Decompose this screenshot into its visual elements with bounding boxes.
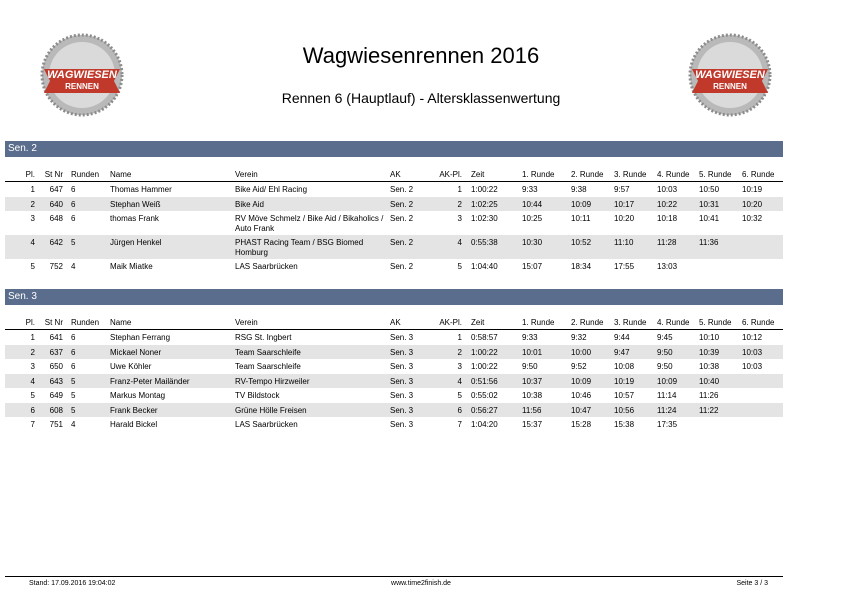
cell-r2: 9:38 — [571, 185, 587, 194]
cell-r1: 10:37 — [522, 376, 543, 386]
cell-ak: Sen. 3 — [390, 391, 414, 400]
cell-verein: PHAST Racing Team / BSG Biomed Homburg — [235, 238, 364, 257]
cell-r4: 9:50 — [657, 362, 673, 371]
svg-text:RENNEN: RENNEN — [713, 82, 747, 91]
table-row — [5, 374, 783, 389]
cell-r3: 10:57 — [614, 391, 635, 400]
svg-text:WAGWIESEN: WAGWIESEN — [47, 69, 117, 81]
cell-r5: 10:31 — [699, 199, 720, 209]
cell-akpl: 3 — [457, 214, 462, 223]
cell-r2: 10:47 — [571, 405, 592, 415]
cell-r1: 10:25 — [522, 214, 543, 223]
cell-ak: Sen. 3 — [390, 362, 414, 371]
page-title: Wagwiesenrennen 2016 — [302, 43, 540, 68]
cell-name: Jürgen Henkel — [110, 238, 162, 247]
cell-pl: 5 — [30, 391, 35, 400]
cell-zeit: 1:02:25 — [471, 199, 498, 209]
cell-r4: 13:03 — [657, 262, 678, 271]
cell-ak: Sen. 2 — [390, 238, 414, 247]
cell-r1: 11:56 — [522, 405, 542, 415]
cell-zeit: 0:56:27 — [471, 405, 498, 415]
cell-r1: 9:33 — [522, 185, 538, 194]
column-header-r1: 1. Runde — [522, 170, 555, 179]
cell-r2: 18:34 — [571, 262, 592, 271]
cell-r6: 10:32 — [742, 214, 763, 223]
column-header-r5: 5. Runde — [699, 318, 732, 327]
cell-pl: 1 — [30, 185, 35, 194]
cell-pl: 3 — [30, 214, 35, 223]
cell-zeit: 0:51:56 — [471, 376, 498, 386]
table-row — [5, 182, 783, 197]
cell-runden: 5 — [71, 238, 76, 247]
column-header-verein: Verein — [235, 170, 258, 179]
column-header-name: Name — [110, 170, 132, 179]
column-header-ak: AK — [390, 170, 401, 179]
cell-r1: 10:01 — [522, 347, 543, 357]
cell-name: Markus Montag — [110, 391, 166, 400]
column-header-r4: 4. Runde — [657, 170, 690, 179]
cell-r4: 17:35 — [657, 420, 678, 429]
cell-r1: 10:38 — [522, 391, 543, 400]
cell-akpl: 2 — [457, 199, 462, 209]
cell-verein: Team Saarschleife — [235, 347, 301, 357]
table-row — [5, 330, 783, 345]
column-header-verein: Verein — [235, 318, 258, 327]
cell-r4: 10:09 — [657, 376, 678, 386]
column-header-r3: 3. Runde — [614, 318, 647, 327]
cell-zeit: 0:55:38 — [471, 238, 498, 247]
cell-stnr: 751 — [49, 420, 63, 429]
cell-pl: 6 — [30, 405, 35, 415]
cell-r5: 10:39 — [699, 347, 720, 357]
table-header — [5, 167, 783, 182]
cell-stnr: 608 — [49, 405, 63, 415]
cell-r3: 15:38 — [614, 420, 635, 429]
table-row — [5, 211, 783, 235]
cell-ak: Sen. 2 — [390, 199, 414, 209]
results-section-sen2 — [5, 141, 783, 274]
cell-runden: 6 — [71, 185, 76, 194]
cell-r1: 15:37 — [522, 420, 543, 429]
column-header-zeit: Zeit — [471, 170, 485, 179]
cell-name: Harald Bickel — [110, 420, 158, 429]
cell-verein: Grüne Hölle Freisen — [235, 405, 307, 415]
cell-r1: 9:50 — [522, 362, 538, 371]
cell-r5: 11:36 — [699, 238, 719, 247]
cell-stnr: 641 — [49, 333, 63, 342]
footer-page-number: Seite 3 / 3 — [736, 580, 768, 587]
column-header-ak: AK — [390, 318, 401, 327]
cell-runden: 6 — [71, 347, 76, 357]
cell-verein: RV-Tempo Hirzweiler — [235, 376, 310, 386]
cell-zeit: 1:02:30 — [471, 214, 498, 223]
cell-r5: 10:40 — [699, 376, 720, 386]
cell-zeit: 0:58:57 — [471, 333, 498, 342]
column-header-akpl: AK-Pl. — [439, 170, 462, 179]
cell-r4: 10:22 — [657, 199, 678, 209]
cell-r2: 9:52 — [571, 362, 587, 371]
cell-r3: 9:44 — [614, 333, 630, 342]
cell-r4: 11:28 — [657, 238, 677, 247]
cell-r5: 10:10 — [699, 333, 720, 342]
cell-ak: Sen. 3 — [390, 420, 414, 429]
table-row — [5, 417, 783, 432]
cell-ak: Sen. 2 — [390, 185, 414, 194]
page-subtitle: Rennen 6 (Hauptlauf) - Altersklassenwertung — [281, 90, 561, 106]
cell-verein: Bike Aid/ Ehl Racing — [235, 185, 308, 194]
cell-r6: 10:19 — [742, 185, 763, 194]
cell-r6: 10:03 — [742, 362, 763, 371]
column-header-runden: Runden — [71, 318, 100, 327]
cell-r3: 10:19 — [614, 376, 635, 386]
cell-runden: 6 — [71, 214, 76, 223]
cell-r2: 10:52 — [571, 238, 592, 247]
table-header — [5, 315, 783, 330]
cell-ak: Sen. 3 — [390, 405, 414, 415]
cell-akpl: 7 — [457, 420, 462, 429]
cell-ak: Sen. 2 — [390, 214, 414, 223]
cell-name: thomas Frank — [110, 214, 159, 223]
cell-pl: 3 — [30, 362, 35, 371]
svg-text:WAGWIESEN: WAGWIESEN — [695, 69, 765, 81]
cell-stnr: 752 — [49, 262, 63, 271]
cell-pl: 2 — [30, 199, 35, 209]
cell-stnr: 643 — [49, 376, 63, 386]
cell-akpl: 5 — [457, 262, 462, 271]
cell-stnr: 642 — [49, 238, 63, 247]
column-header-name: Name — [110, 318, 132, 327]
table-row — [5, 359, 783, 374]
svg-text:RENNEN: RENNEN — [65, 82, 99, 91]
cell-ak: Sen. 3 — [390, 333, 414, 342]
cell-verein: LAS Saarbrücken — [235, 420, 298, 429]
cell-akpl: 2 — [457, 347, 462, 357]
cell-r6: 10:20 — [742, 199, 763, 209]
cell-r2: 10:00 — [571, 347, 592, 357]
cell-r5: 10:41 — [699, 214, 720, 223]
table-row — [5, 197, 783, 212]
table-row — [5, 388, 783, 403]
cell-r2: 10:09 — [571, 199, 592, 209]
column-header-r1: 1. Runde — [522, 318, 555, 327]
cell-name: Mickael Noner — [110, 347, 162, 357]
column-header-r3: 3. Runde — [614, 170, 647, 179]
cell-r3: 10:17 — [614, 199, 635, 209]
column-header-r6: 6. Runde — [742, 318, 775, 327]
cell-zeit: 1:00:22 — [471, 347, 498, 357]
cell-name: Stephan Weiß — [110, 199, 161, 209]
footer-divider — [5, 576, 783, 577]
cell-r4: 10:18 — [657, 214, 678, 223]
cell-name: Thomas Hammer — [110, 185, 172, 194]
table-row — [5, 403, 783, 418]
cell-r2: 10:09 — [571, 376, 592, 386]
cell-runden: 5 — [71, 405, 76, 415]
cell-r3: 9:57 — [614, 185, 630, 194]
column-header-zeit: Zeit — [471, 318, 485, 327]
footer-stand: Stand: 17.09.2016 19:04:02 — [29, 580, 116, 587]
cell-akpl: 4 — [457, 376, 462, 386]
column-header-runden: Runden — [71, 170, 100, 179]
table-row — [5, 345, 783, 360]
cell-r1: 10:30 — [522, 238, 543, 247]
cell-verein: RV Möve Schmelz / Bike Aid / Bikaholics / Auto Frank — [235, 214, 384, 233]
cell-verein: Team Saarschleife — [235, 362, 301, 371]
column-header-r5: 5. Runde — [699, 170, 732, 179]
cell-runden: 5 — [71, 376, 76, 386]
cell-zeit: 0:55:02 — [471, 391, 498, 400]
cell-r3: 11:10 — [614, 238, 634, 247]
cell-pl: 7 — [30, 420, 35, 429]
cell-r2: 10:11 — [571, 214, 591, 223]
table-row — [5, 235, 783, 259]
cell-pl: 1 — [30, 333, 35, 342]
table-row — [5, 259, 783, 274]
cell-pl: 4 — [30, 238, 35, 247]
column-header-pl: Pl. — [25, 170, 35, 179]
cell-r1: 10:44 — [522, 199, 543, 209]
cell-zeit: 1:00:22 — [471, 185, 498, 194]
cell-r6: 10:03 — [742, 347, 763, 357]
column-header-stnr: St Nr — [44, 318, 63, 327]
cell-zeit: 1:04:20 — [471, 420, 498, 429]
cell-runden: 6 — [71, 362, 76, 371]
cell-zeit: 1:00:22 — [471, 362, 498, 371]
cell-name: Uwe Köhler — [110, 362, 152, 371]
column-header-pl: Pl. — [25, 318, 35, 327]
cell-ak: Sen. 3 — [390, 347, 414, 357]
cell-r1: 9:33 — [522, 333, 538, 342]
cell-runden: 6 — [71, 199, 76, 209]
cell-r3: 10:08 — [614, 362, 635, 371]
cell-verein: LAS Saarbrücken — [235, 262, 298, 271]
cell-r5: 10:50 — [699, 185, 720, 194]
cell-verein: TV Bildstock — [235, 391, 280, 400]
column-header-akpl: AK-Pl. — [439, 318, 462, 327]
cell-ak: Sen. 3 — [390, 376, 414, 386]
cell-stnr: 650 — [49, 362, 63, 371]
cell-r2: 9:32 — [571, 333, 587, 342]
cell-stnr: 648 — [49, 214, 63, 223]
cell-verein: RSG St. Ingbert — [235, 333, 292, 342]
cell-verein: Bike Aid — [235, 199, 264, 209]
results-section-sen3 — [5, 289, 783, 432]
cell-r5: 11:26 — [699, 391, 719, 400]
cell-akpl: 6 — [457, 405, 462, 415]
cell-r6: 10:12 — [742, 333, 763, 342]
cell-r4: 10:03 — [657, 185, 678, 194]
cell-pl: 4 — [30, 376, 35, 386]
cell-r5: 10:38 — [699, 362, 720, 371]
cell-runden: 4 — [71, 262, 76, 271]
column-header-stnr: St Nr — [44, 170, 63, 179]
cell-akpl: 1 — [457, 185, 462, 194]
cell-r3: 17:55 — [614, 262, 635, 271]
cell-name: Maik Miatke — [110, 262, 153, 271]
section-title: Sen. 3 — [5, 289, 783, 305]
cell-r2: 15:28 — [571, 420, 592, 429]
cell-name: Frank Becker — [110, 405, 158, 415]
cell-name: Stephan Ferrang — [110, 333, 171, 342]
section-title: Sen. 2 — [5, 141, 783, 157]
column-header-r2: 2. Runde — [571, 318, 604, 327]
cell-akpl: 5 — [457, 391, 462, 400]
cell-r3: 9:47 — [614, 347, 630, 357]
column-header-r4: 4. Runde — [657, 318, 690, 327]
cell-pl: 2 — [30, 347, 35, 357]
cell-name: Franz-Peter Mailänder — [110, 376, 190, 386]
cell-r5: 11:22 — [699, 405, 719, 415]
cell-stnr: 640 — [49, 199, 63, 209]
cell-r3: 10:20 — [614, 214, 635, 223]
cell-stnr: 649 — [49, 391, 63, 400]
cell-akpl: 1 — [457, 333, 462, 342]
cell-r4: 9:50 — [657, 347, 673, 357]
cell-zeit: 1:04:40 — [471, 262, 498, 271]
cell-stnr: 647 — [49, 185, 63, 194]
column-header-r2: 2. Runde — [571, 170, 604, 179]
cell-akpl: 3 — [457, 362, 462, 371]
cell-runden: 6 — [71, 333, 76, 342]
cell-ak: Sen. 2 — [390, 262, 414, 271]
cell-pl: 5 — [30, 262, 35, 271]
cell-r1: 15:07 — [522, 262, 543, 271]
cell-r4: 11:24 — [657, 405, 677, 415]
cell-akpl: 4 — [457, 238, 462, 247]
cell-r4: 11:14 — [657, 391, 677, 400]
cell-r2: 10:46 — [571, 391, 592, 400]
footer-website: www.time2finish.de — [391, 580, 451, 587]
cell-r3: 10:56 — [614, 405, 635, 415]
cell-runden: 5 — [71, 391, 76, 400]
cell-runden: 4 — [71, 420, 76, 429]
column-header-r6: 6. Runde — [742, 170, 775, 179]
cell-r4: 9:45 — [657, 333, 673, 342]
cell-stnr: 637 — [49, 347, 63, 357]
